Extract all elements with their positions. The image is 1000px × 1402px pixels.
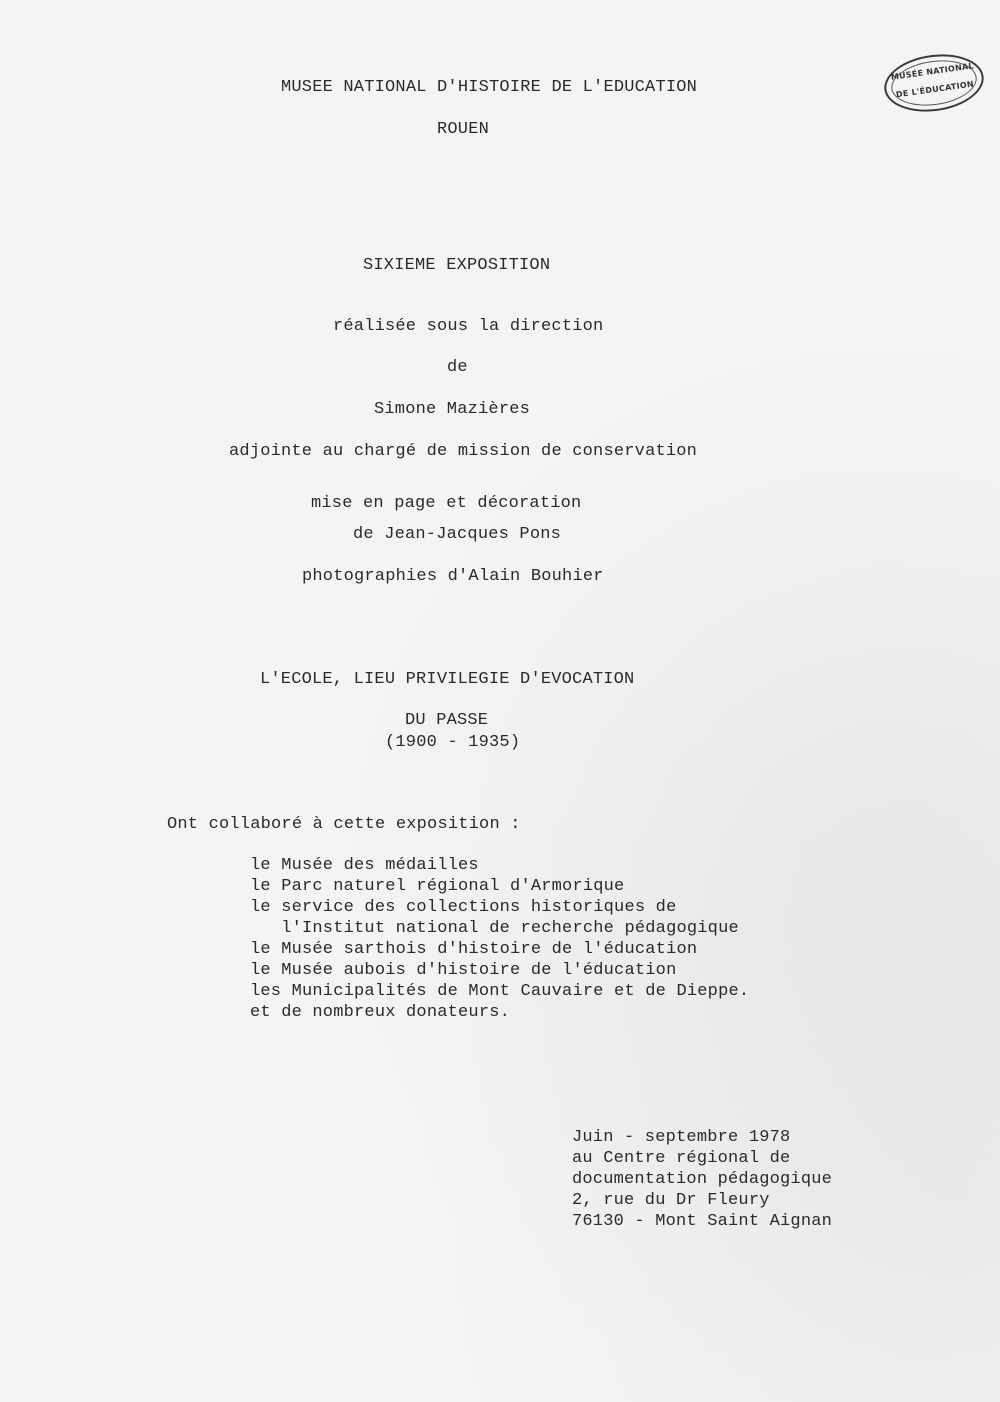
direction-de: de (447, 358, 468, 377)
collaborator-item: le Musée aubois d'histoire de l'éducation (250, 961, 677, 980)
collaborator-item: l'Institut national de recherche pédagogique (250, 919, 739, 938)
city: ROUEN (437, 120, 490, 139)
venue-line: 2, rue du Dr Fleury (572, 1191, 770, 1210)
theme-dates: (1900 - 1935) (385, 733, 521, 752)
theme-title-line-1: L'ECOLE, LIEU PRIVILEGIE D'EVOCATION (260, 670, 635, 689)
director-role: adjointe au chargé de mission de conservation (229, 442, 698, 461)
collaborators-intro: Ont collaboré à cette exposition : (167, 815, 521, 834)
venue-line: au Centre régional de (572, 1149, 791, 1168)
venue-line: 76130 - Mont Saint Aignan (572, 1212, 833, 1231)
venue-line: documentation pédagogique (572, 1170, 833, 1189)
stamp-line-1: MUSÉE NATIONAL (890, 61, 975, 82)
director-name: Simone Mazières (374, 400, 531, 419)
museum-name: MUSEE NATIONAL D'HISTOIRE DE L'EDUCATION (281, 78, 698, 97)
direction-intro: réalisée sous la direction (333, 317, 604, 336)
museum-stamp (881, 48, 988, 117)
layout-author: de Jean-Jacques Pons (353, 525, 562, 544)
collaborator-item: et de nombreux donateurs. (250, 1003, 511, 1022)
collaborator-item: les Municipalités de Mont Cauvaire et de Dieppe. (250, 982, 750, 1001)
collaborator-item: le service des collections historiques de (250, 898, 677, 917)
collaborator-item: le Musée sarthois d'histoire de l'éducation (250, 940, 698, 959)
exhibition-title: SIXIEME EXPOSITION (363, 256, 551, 275)
stamp-line-2: DE L'ÉDUCATION (895, 79, 975, 100)
collaborator-item: le Musée des médailles (250, 856, 479, 875)
theme-title-line-2: DU PASSE (405, 711, 489, 730)
photo-credit: photographies d'Alain Bouhier (302, 567, 604, 586)
collaborator-item: le Parc naturel régional d'Armorique (250, 877, 625, 896)
layout-credit: mise en page et décoration (311, 494, 582, 513)
venue-line: Juin - septembre 1978 (572, 1128, 791, 1147)
